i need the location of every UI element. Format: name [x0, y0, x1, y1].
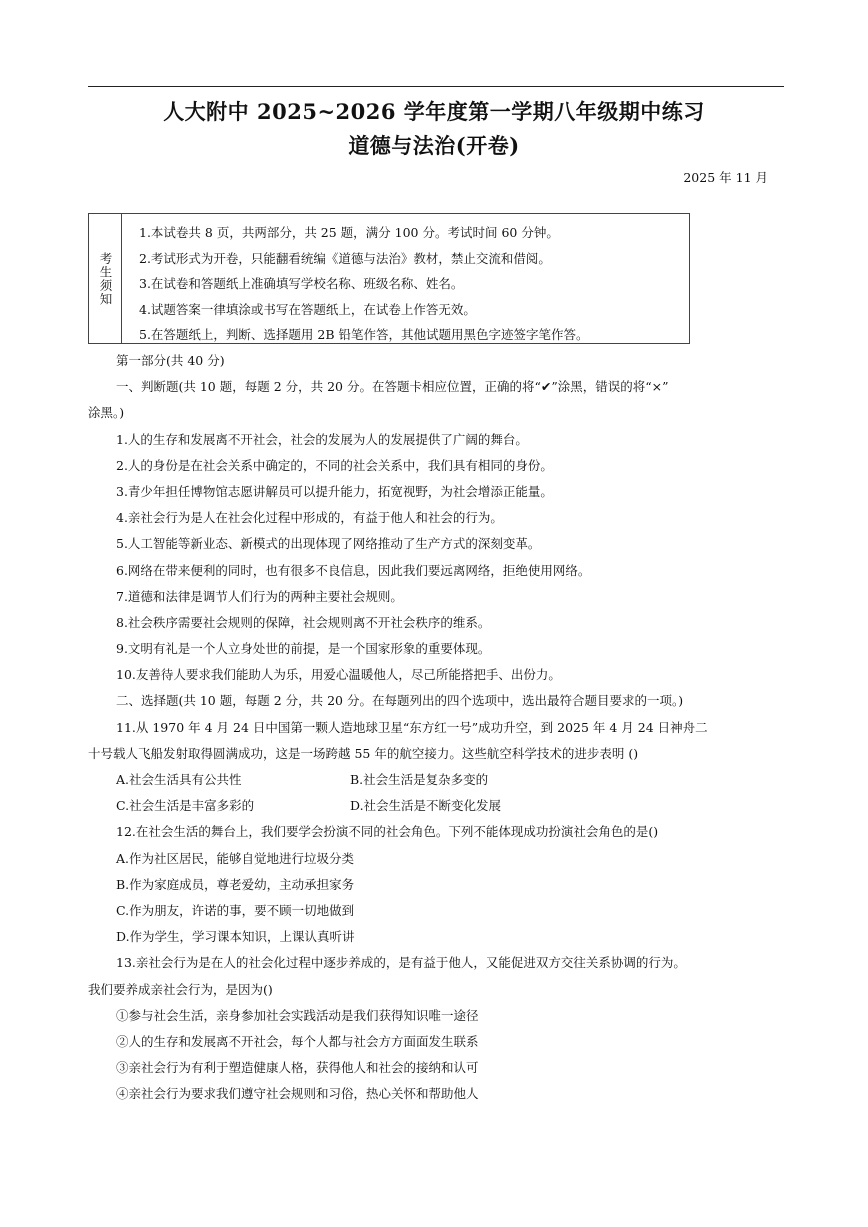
q13-statement-3: ③亲社会行为有利于塑造健康人格，获得他人和社会的接纳和认可	[116, 1060, 479, 1076]
q12-option-b: B.作为家庭成员，尊老爱幼，主动承担家务	[116, 876, 355, 892]
q12-option-c: C.作为朋友，许诺的事，要不顾一切地做到	[116, 902, 355, 918]
q13-stem: 13.亲社会行为是在人的社会化过程中逐步养成的，是有益于他人，又能促进双方交往关系协调的行为。	[116, 955, 686, 971]
candidate-notice-box	[88, 213, 690, 344]
q11-option-a: A.社会生活具有公共性	[116, 772, 242, 787]
q11-stem: 11.从 1970 年 4 月 24 日中国第一颗人造地球卫星“东方红一号”成功升空，到 2025 年 4 月 24 日神舟二	[116, 719, 708, 735]
judge-item-1: 1.人的生存和发展离不开社会，社会的发展为人的发展提供了广阔的舞台。	[116, 431, 528, 447]
exam-date: 2025 年 11 月	[683, 170, 768, 185]
q13-statement-1: ①参与社会生活，亲身参加社会实践活动是我们获得知识唯一途径	[116, 1007, 479, 1023]
judge-item-8: 8.社会秩序需要社会规则的保障，社会规则离不开社会秩序的维系。	[116, 614, 491, 630]
exam-title: 人大附中 2025~2026 学年度第一学期八年级期中练习	[163, 99, 705, 124]
header-rule	[88, 86, 784, 87]
notice-item: 2.考试形式为开卷，只能翻看统编《道德与法治》教材，禁止交流和借阅。	[139, 250, 551, 266]
q13-statement-2: ②人的生存和发展离不开社会，每个人都与社会方方面面发生联系	[116, 1033, 479, 1049]
judge-item-5: 5.人工智能等新业态、新模式的出现体现了网络推动了生产方式的深刻变革。	[116, 536, 541, 552]
judge-item-3: 3.青少年担任博物馆志愿讲解员可以提升能力，拓宽视野，为社会增添正能量。	[116, 483, 553, 499]
q11-options-row	[88, 767, 784, 793]
exam-body	[88, 348, 784, 1107]
choice-instruction: 二、选择题(共 10 题，每题 2 分，共 20 分。在每题列出的四个选项中，选出最符合题目要求的一项。)	[116, 693, 684, 709]
q13-stem-cont: 我们要养成亲社会行为，是因为()	[88, 981, 273, 997]
part1-heading: 第一部分(共 40 分)	[116, 353, 225, 368]
q12-stem: 12.在社会生活的舞台上，我们要学会扮演不同的社会角色。下列不能体现成功扮演社会角色的是()	[116, 824, 659, 840]
notice-items	[139, 220, 683, 348]
judge-instruction-cont: 涂黑。)	[88, 405, 125, 421]
judge-item-7: 7.道德和法律是调节人们行为的两种主要社会规则。	[116, 588, 403, 604]
q11-option-c: C.社会生活是丰富多彩的	[116, 798, 255, 814]
q12-option-d: D.作为学生，学习课本知识，上课认真听讲	[116, 929, 355, 945]
judge-item-9: 9.文明有礼是一个人立身处世的前提，是一个国家形象的重要体现。	[116, 641, 491, 657]
notice-label-cell	[89, 214, 122, 343]
notice-item: 1.本试卷共 8 页，共两部分，共 25 题，满分 100 分。考试时间 60 分钟。	[139, 225, 559, 240]
notice-item: 5.在答题纸上，判断、选择题用 2B 铅笔作答，其他试题用黑色字迹签字笔作答。	[139, 327, 589, 342]
judge-item-10: 10.友善待人要求我们能助人为乐，用爱心温暖他人，尽己所能搭把手、出份力。	[116, 667, 561, 683]
judge-instruction: 一、判断题(共 10 题，每题 2 分，共 20 分。在答题卡相应位置，正确的将“✔”涂黑，错误的将“×”	[116, 379, 669, 395]
notice-label: 考生须知	[98, 251, 113, 306]
notice-item: 3.在试卷和答题纸上准确填写学校名称、班级名称、姓名。	[139, 276, 464, 291]
judge-item-4: 4.亲社会行为是人在社会化过程中形成的，有益于他人和社会的行为。	[116, 510, 503, 526]
exam-subtitle: 道德与法治(开卷)	[348, 133, 520, 158]
q13-statement-4: ④亲社会行为要求我们遵守社会规则和习俗，热心关怀和帮助他人	[116, 1086, 479, 1102]
q12-option-a: A.作为社区居民，能够自觉地进行垃圾分类	[116, 850, 355, 866]
q11-stem-cont: 十号载人飞船发射取得圆满成功，这是一场跨越 55 年的航空接力。这些航空科学技术的进步表明 ()	[88, 745, 639, 761]
q11-option-b: B.社会生活是复杂多变的	[350, 772, 489, 787]
q11-option-d: D.社会生活是不断变化发展	[350, 798, 502, 814]
notice-item: 4.试题答案一律填涂或书写在答题纸上，在试卷上作答无效。	[139, 301, 476, 317]
judge-item-2: 2.人的身份是在社会关系中确定的，不同的社会关系中，我们具有相同的身份。	[116, 457, 553, 473]
judge-item-6: 6.网络在带来便利的同时，也有很多不良信息，因此我们要远离网络，拒绝使用网络。	[116, 562, 591, 578]
q11-options-row	[88, 793, 784, 819]
